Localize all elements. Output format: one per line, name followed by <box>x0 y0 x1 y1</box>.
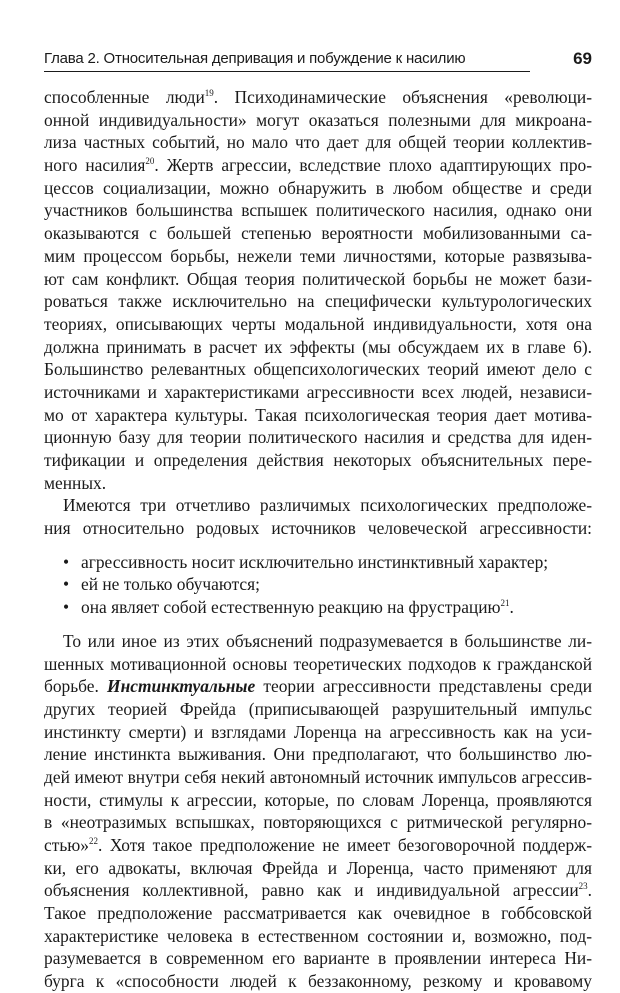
text-line: роваться также исключительно на специфически культурологических <box>44 291 592 312</box>
text-line: должна принимать в расчет их эффекты (мы обсуждаем их в главе 6). <box>44 336 592 357</box>
text-line: Такое предположение рассматривается как очевидное в гоббсовской <box>44 903 592 924</box>
text-line: ного насилия$^{20}$. Жертв агрессии, вследствие плохо адаптирующих про- <box>44 155 592 176</box>
text-line: характеристике человека в естественном состоянии и, возможно, под- <box>44 925 592 946</box>
text-line: То или иное из этих объяснений подразумевается в большинстве ли- <box>63 630 592 651</box>
text-line: мим процессом борьбы, нежели теми личностями, которые развязыва- <box>44 245 592 266</box>
text-line: стью»$^{22}$. Хотя такое предположение не имеет безоговорочной поддерж- <box>44 835 592 855</box>
text-line: дей имеют внутри себя некий автономный источник импульсов агрессив- <box>44 766 592 787</box>
text-line: теориях, описывающих черты модальной индивидуальности, хотя она <box>44 313 592 334</box>
footnote-ref: 22 <box>88 836 98 847</box>
bullet-icon: • <box>63 551 70 572</box>
bullet-icon: • <box>63 574 70 595</box>
text-line: борьбе. Инстинктуальные теории агрессивности представлены среди <box>44 676 592 697</box>
text-line: источниками и характеристиками агрессивности всех людей, независи- <box>44 381 592 402</box>
page-number: 69 <box>573 49 592 68</box>
text-line: ности, стимулы к агрессии, которые, по словам Лоренца, проявляются <box>44 789 592 810</box>
footnote-ref: 20 <box>145 156 155 167</box>
text-line: инстинкту смерти) и взглядами Лоренца на агрессивность как на уси- <box>44 721 592 742</box>
bullet-list <box>44 551 592 619</box>
text-line: объяснения коллективной, равно как и индивидуальной агрессии$^{23}$. <box>44 880 592 901</box>
spacer <box>44 619 592 630</box>
text-line: в «неотразимых вспышках, повторяющихся с ритмической регулярно- <box>44 812 592 833</box>
list-item: • агрессивность носит исключительно инстинктивный характер; <box>63 551 549 572</box>
text-line: Большинство релевантных общепсихологических теорий имеют дело с <box>44 359 592 380</box>
text-line: бурга к «способности людей к беззаконному, резкому и кровавому <box>44 971 592 992</box>
text-line: оказываются с большей степенью вероятности мобилизованными са- <box>44 223 592 244</box>
footnote-ref: 21 <box>500 598 510 609</box>
paragraph-2 <box>44 494 592 539</box>
chapter-title: Глава 2. Относительная депривация и побуждение к насилию <box>44 50 466 67</box>
body-text <box>44 86 592 993</box>
text-line: менных. <box>44 472 107 493</box>
text-line: тификации и определения действия некоторых объяснительных пере- <box>44 450 592 470</box>
bullet-icon: • <box>63 597 70 618</box>
spacer <box>44 540 592 551</box>
text-line: ление инстинкта выживания. Они предполагают, что большинство лю- <box>44 744 592 765</box>
emphasis-term: Инстинктуальные <box>107 676 256 697</box>
text-line: цессов социализации, можно обнаружить в любом обществе и среди <box>44 177 592 198</box>
list-item: • ей не только обучаются; <box>63 574 260 595</box>
paragraph-1 <box>44 86 592 494</box>
text-line: ния относительно родовых источников человеческой агрессивности: <box>44 518 592 539</box>
text-line: шенных мотивационной основы теоретических подходов к гражданской <box>44 653 592 674</box>
text-line: ки, его адвокаты, включая Фрейда и Лоренца, часто применяют для <box>44 857 592 878</box>
footnote-ref: 19 <box>204 88 214 99</box>
running-header <box>44 50 592 72</box>
text-line: Имеются три отчетливо различимых психологических предположе- <box>63 495 592 516</box>
text-line: участников большинства вспышек политического насилия, однако они <box>44 200 592 221</box>
text-line: ционную базу для теории политического насилия и средства для иден- <box>44 427 592 448</box>
text-line: онной индивидуальности» могут оказаться полезными для микроана- <box>44 109 592 130</box>
footnote-ref: 23 <box>578 881 588 892</box>
header-rule <box>44 71 530 72</box>
text-line: способленные люди$^{19}$. Психодинамические объяснения «революци- <box>44 87 592 107</box>
text-line: других теорией Фрейда (приписывающей разрушительный импульс <box>44 698 592 719</box>
paragraph-3 <box>44 630 592 993</box>
text-line: ют сам конфликт. Общая теория политической борьбы не может бази- <box>44 268 592 289</box>
list-item: • она являет собой естественную реакцию на фрустрацию$^{21}$. <box>63 597 514 618</box>
text-line: лиза частных событий, но мало что дает для общей теории коллектив- <box>44 132 592 153</box>
text-line: мо от характера культуры. Такая психологическая теория дает мотива- <box>44 404 592 425</box>
text-line: разумевается в современном его варианте в проявлении интереса Ни- <box>44 948 592 969</box>
